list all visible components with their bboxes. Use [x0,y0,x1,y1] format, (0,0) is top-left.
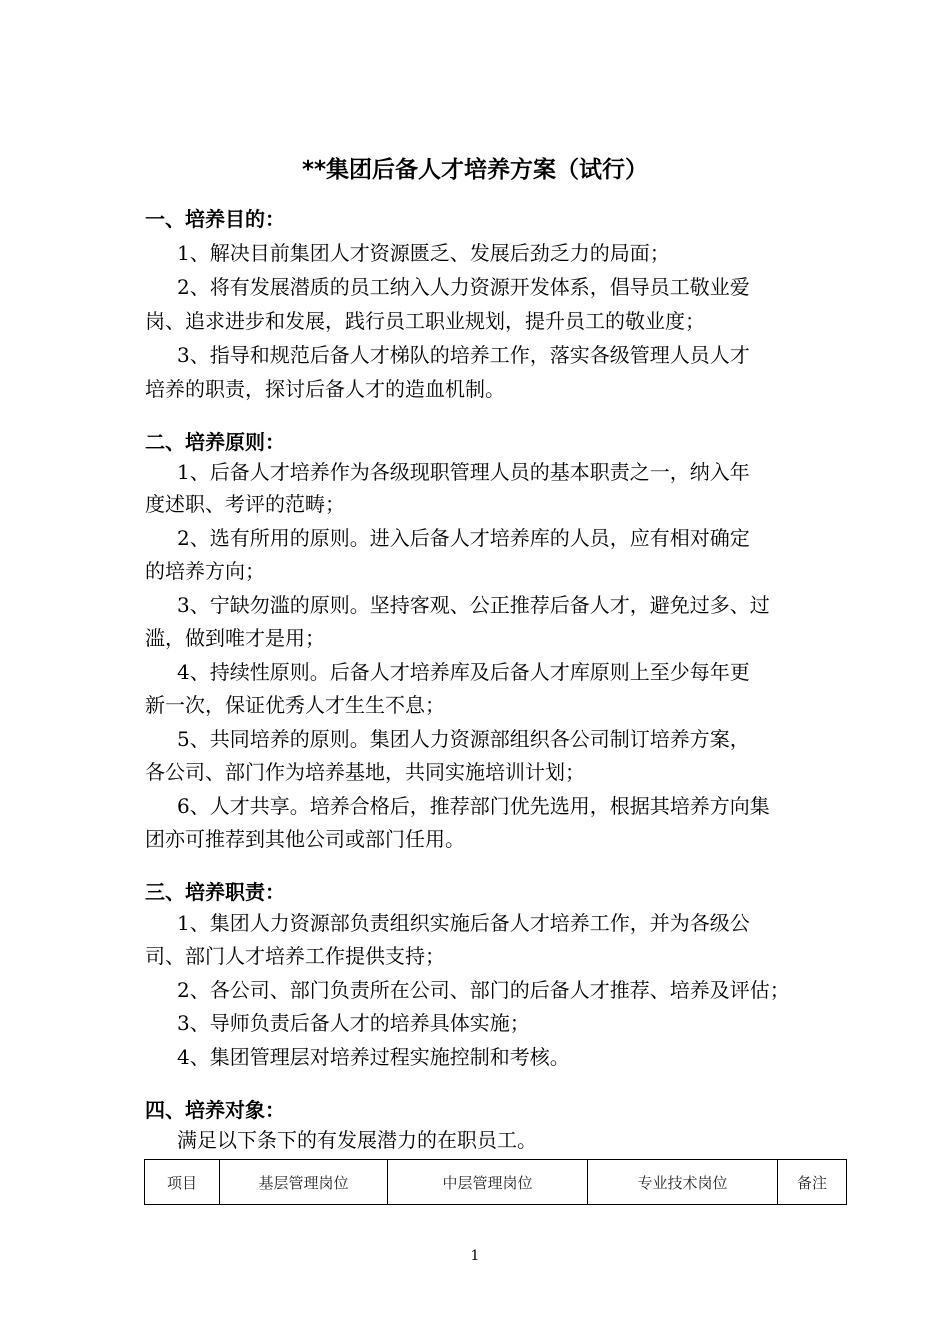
paragraph-line: 培养的职责，探讨后备人才的造血机制。 [145,377,505,401]
section-heading-principles: 二、培养原则： [145,430,285,454]
table-header-cell: 专业技术岗位 [588,1160,778,1205]
paragraph-line: 团亦可推荐到其他公司或部门任用。 [145,827,465,851]
page-number: 1 [470,1248,480,1264]
table-header-cell: 中层管理岗位 [388,1160,588,1205]
section-heading-targets: 四、培养对象： [145,1098,285,1122]
paragraph-line: 各公司、部门作为培养基地，共同实施培训计划； [145,760,585,784]
paragraph-line: 4、集团管理层对培养过程实施控制和考核。 [177,1045,570,1069]
section-heading-responsibilities: 三、培养职责： [145,880,285,904]
section-heading-purpose: 一、培养目的： [145,207,285,231]
paragraph-line: 2、各公司、部门负责所在公司、部门的后备人才推荐、培养及评估； [177,978,790,1002]
paragraph-line: 3、导师负责后备人才的培养具体实施； [177,1011,530,1035]
table-header-row [145,1160,847,1205]
paragraph-line: 1、解决目前集团人才资源匮乏、发展后劲乏力的局面； [177,241,670,265]
table-header-cell: 项目 [145,1160,220,1205]
table-header-cell: 基层管理岗位 [220,1160,388,1205]
paragraph-line: 3、宁缺勿滥的原则。坚持客观、公正推荐后备人才，避免过多、过 [177,593,770,617]
table-header-cell: 备注 [778,1160,847,1205]
paragraph-line: 新一次，保证优秀人才生生不息； [145,693,445,717]
paragraph-line: 4、持续性原则。后备人才培养库及后备人才库原则上至少每年更 [177,660,750,684]
paragraph-line: 司、部门人才培养工作提供支持； [145,944,445,968]
paragraph-line: 3、指导和规范后备人才梯队的培养工作，落实各级管理人员人才 [177,343,750,367]
paragraph-line: 满足以下条下的有发展潜力的在职员工。 [177,1128,537,1152]
paragraph-line: 1、集团人力资源部负责组织实施后备人才培养工作，并为各级公 [177,911,750,935]
document-title: **集团后备人才培养方案（试行） [301,157,649,183]
paragraph-line: 2、将有发展潜质的员工纳入人力资源开发体系，倡导员工敬业爱 [177,275,750,299]
paragraph-line: 2、选有所用的原则。进入后备人才培养库的人员，应有相对确定 [177,526,750,550]
paragraph-line: 1、后备人才培养作为各级现职管理人员的基本职责之一，纳入年 [177,460,750,484]
paragraph-line: 度述职、考评的范畴； [145,492,345,516]
paragraph-line: 6、人才共享。培养合格后，推荐部门优先选用，根据其培养方向集 [177,794,770,818]
paragraph-line: 的培养方向； [145,559,265,583]
paragraph-line: 岗、追求进步和发展，践行员工职业规划，提升员工的敬业度； [145,309,705,333]
paragraph-line: 5、共同培养的原则。集团人力资源部组织各公司制订培养方案， [177,727,750,751]
paragraph-line: 滥，做到唯才是用； [145,626,325,650]
criteria-table [144,1159,847,1205]
